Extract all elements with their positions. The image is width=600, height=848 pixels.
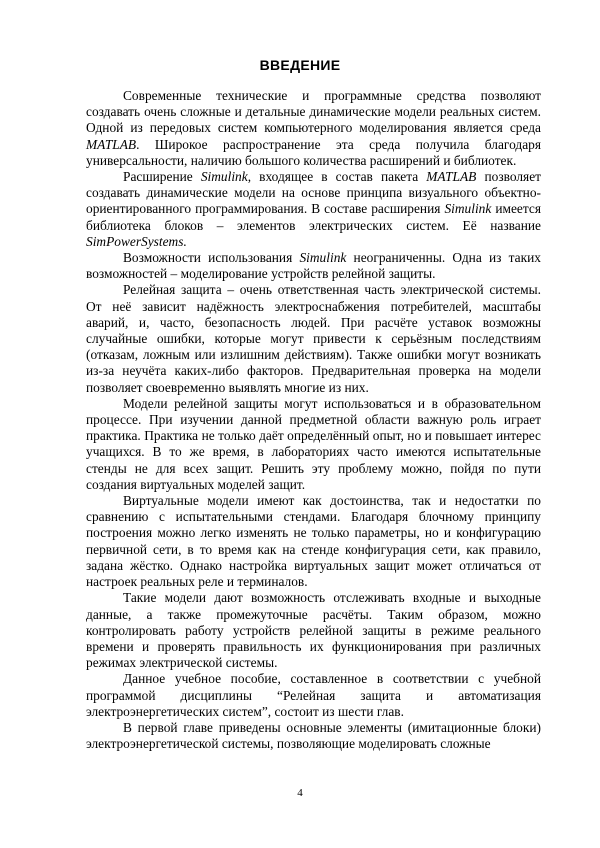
paragraph-7 — [86, 590, 541, 671]
italic-term: MATLAB — [426, 169, 477, 185]
italic-term: MATLAB — [86, 136, 137, 152]
text-run: Возможности использования — [123, 250, 300, 266]
text-run: В первой главе приведены основные элементы (имитационные блоки) электроэнергетической системы, позволяющие моделировать сложные — [86, 719, 541, 752]
paragraph-6 — [86, 493, 541, 590]
paragraph-2 — [86, 169, 541, 250]
paragraph-5 — [86, 396, 541, 493]
italic-term: Simulink — [444, 201, 492, 217]
text-run: Релейная защита – очень ответственная часть электрической системы. От неё зависит надёжность электроснабжения потребителей, масштабы аварий, и, часто, безопасность людей. При расчёте уставок возможны случайные ошибки, которые могут привести к серьёзным последствиям (отказам, ложным или излишним действиям). Также ошибки могут возникать из-за неучёта каких-либо факторов. Предварительная проверка на модели позволяет своевременно выявлять многие из них. — [86, 282, 541, 395]
paragraph-4 — [86, 282, 541, 395]
text-run: Модели релейной защиты могут использоваться и в образовательном процессе. При изучении данной предметной области важную роль играет практика. Практика не только даёт определённый опыт, но и повышает интерес учащихся. В то же время, в лабораториях часто имеются испытательные стенды не для всех защит. Решить эту проблему можно, пойдя по пути создания виртуальных моделей защит. — [86, 395, 541, 492]
paragraph-9 — [86, 720, 541, 752]
paragraph-1 — [86, 88, 541, 169]
text-run: , входящее в состав пакета — [247, 169, 427, 185]
page-number: 4 — [297, 787, 303, 799]
text-run: неограниченны. Одна из таких возможностей – моделирование устройств релейной защиты. — [86, 250, 541, 282]
document-body — [86, 88, 541, 752]
text-run: . Широкое распространение эта среда получила благодаря универсальности, наличию большого количества расширений и библиотек. — [86, 136, 541, 168]
italic-term: SimPowerSystems. — [86, 233, 187, 249]
italic-term: Simulink — [299, 250, 347, 266]
text-run: имеется библиотека блоков – элементов электрических систем. Её название — [86, 201, 541, 233]
page-title: ВВЕДЕНИЕ — [259, 57, 341, 73]
text-run: Виртуальные модели имеют как достоинства, так и недостатки по сравнению с испытательными стендами. Благодаря блочному принципу построения можно легко изменять не только параметры, но и конфигурацию первичной сети, в то время как на стенде конфигурация сети, как правило, задана жёстко. Однако настройка виртуальных защит может отличаться от настроек реальных реле и терминалов. — [86, 493, 541, 590]
text-run: Расширение — [123, 169, 201, 185]
text-run: Данное учебное пособие, составленное в соответствии с учебной программой дисциплины “Релейная защита и автоматизация электроэнергетических систем”, состоит из шести глав. — [86, 671, 541, 719]
text-run: Такие модели дают возможность отслеживать входные и выходные данные, а также промежуточные расчёты. Таким образом, можно контролировать работу устройств релейной защиты в режиме реального времени и проверять правильность их функционирования при различных режимах электрической системы. — [86, 590, 541, 671]
paragraph-8 — [86, 671, 541, 720]
text-run: Современные технические и программные средства позволяют создавать очень сложные и детальные динамические модели реальных систем. Одной из передовых систем компьютерного моделирования является среда — [86, 88, 541, 136]
paragraph-3 — [86, 250, 541, 282]
italic-term: Simulink — [200, 169, 248, 185]
text-run: позволяет создавать динамические модели на основе принципа визуального объектно-ориентированного программирования. В составе расширения — [86, 169, 541, 217]
